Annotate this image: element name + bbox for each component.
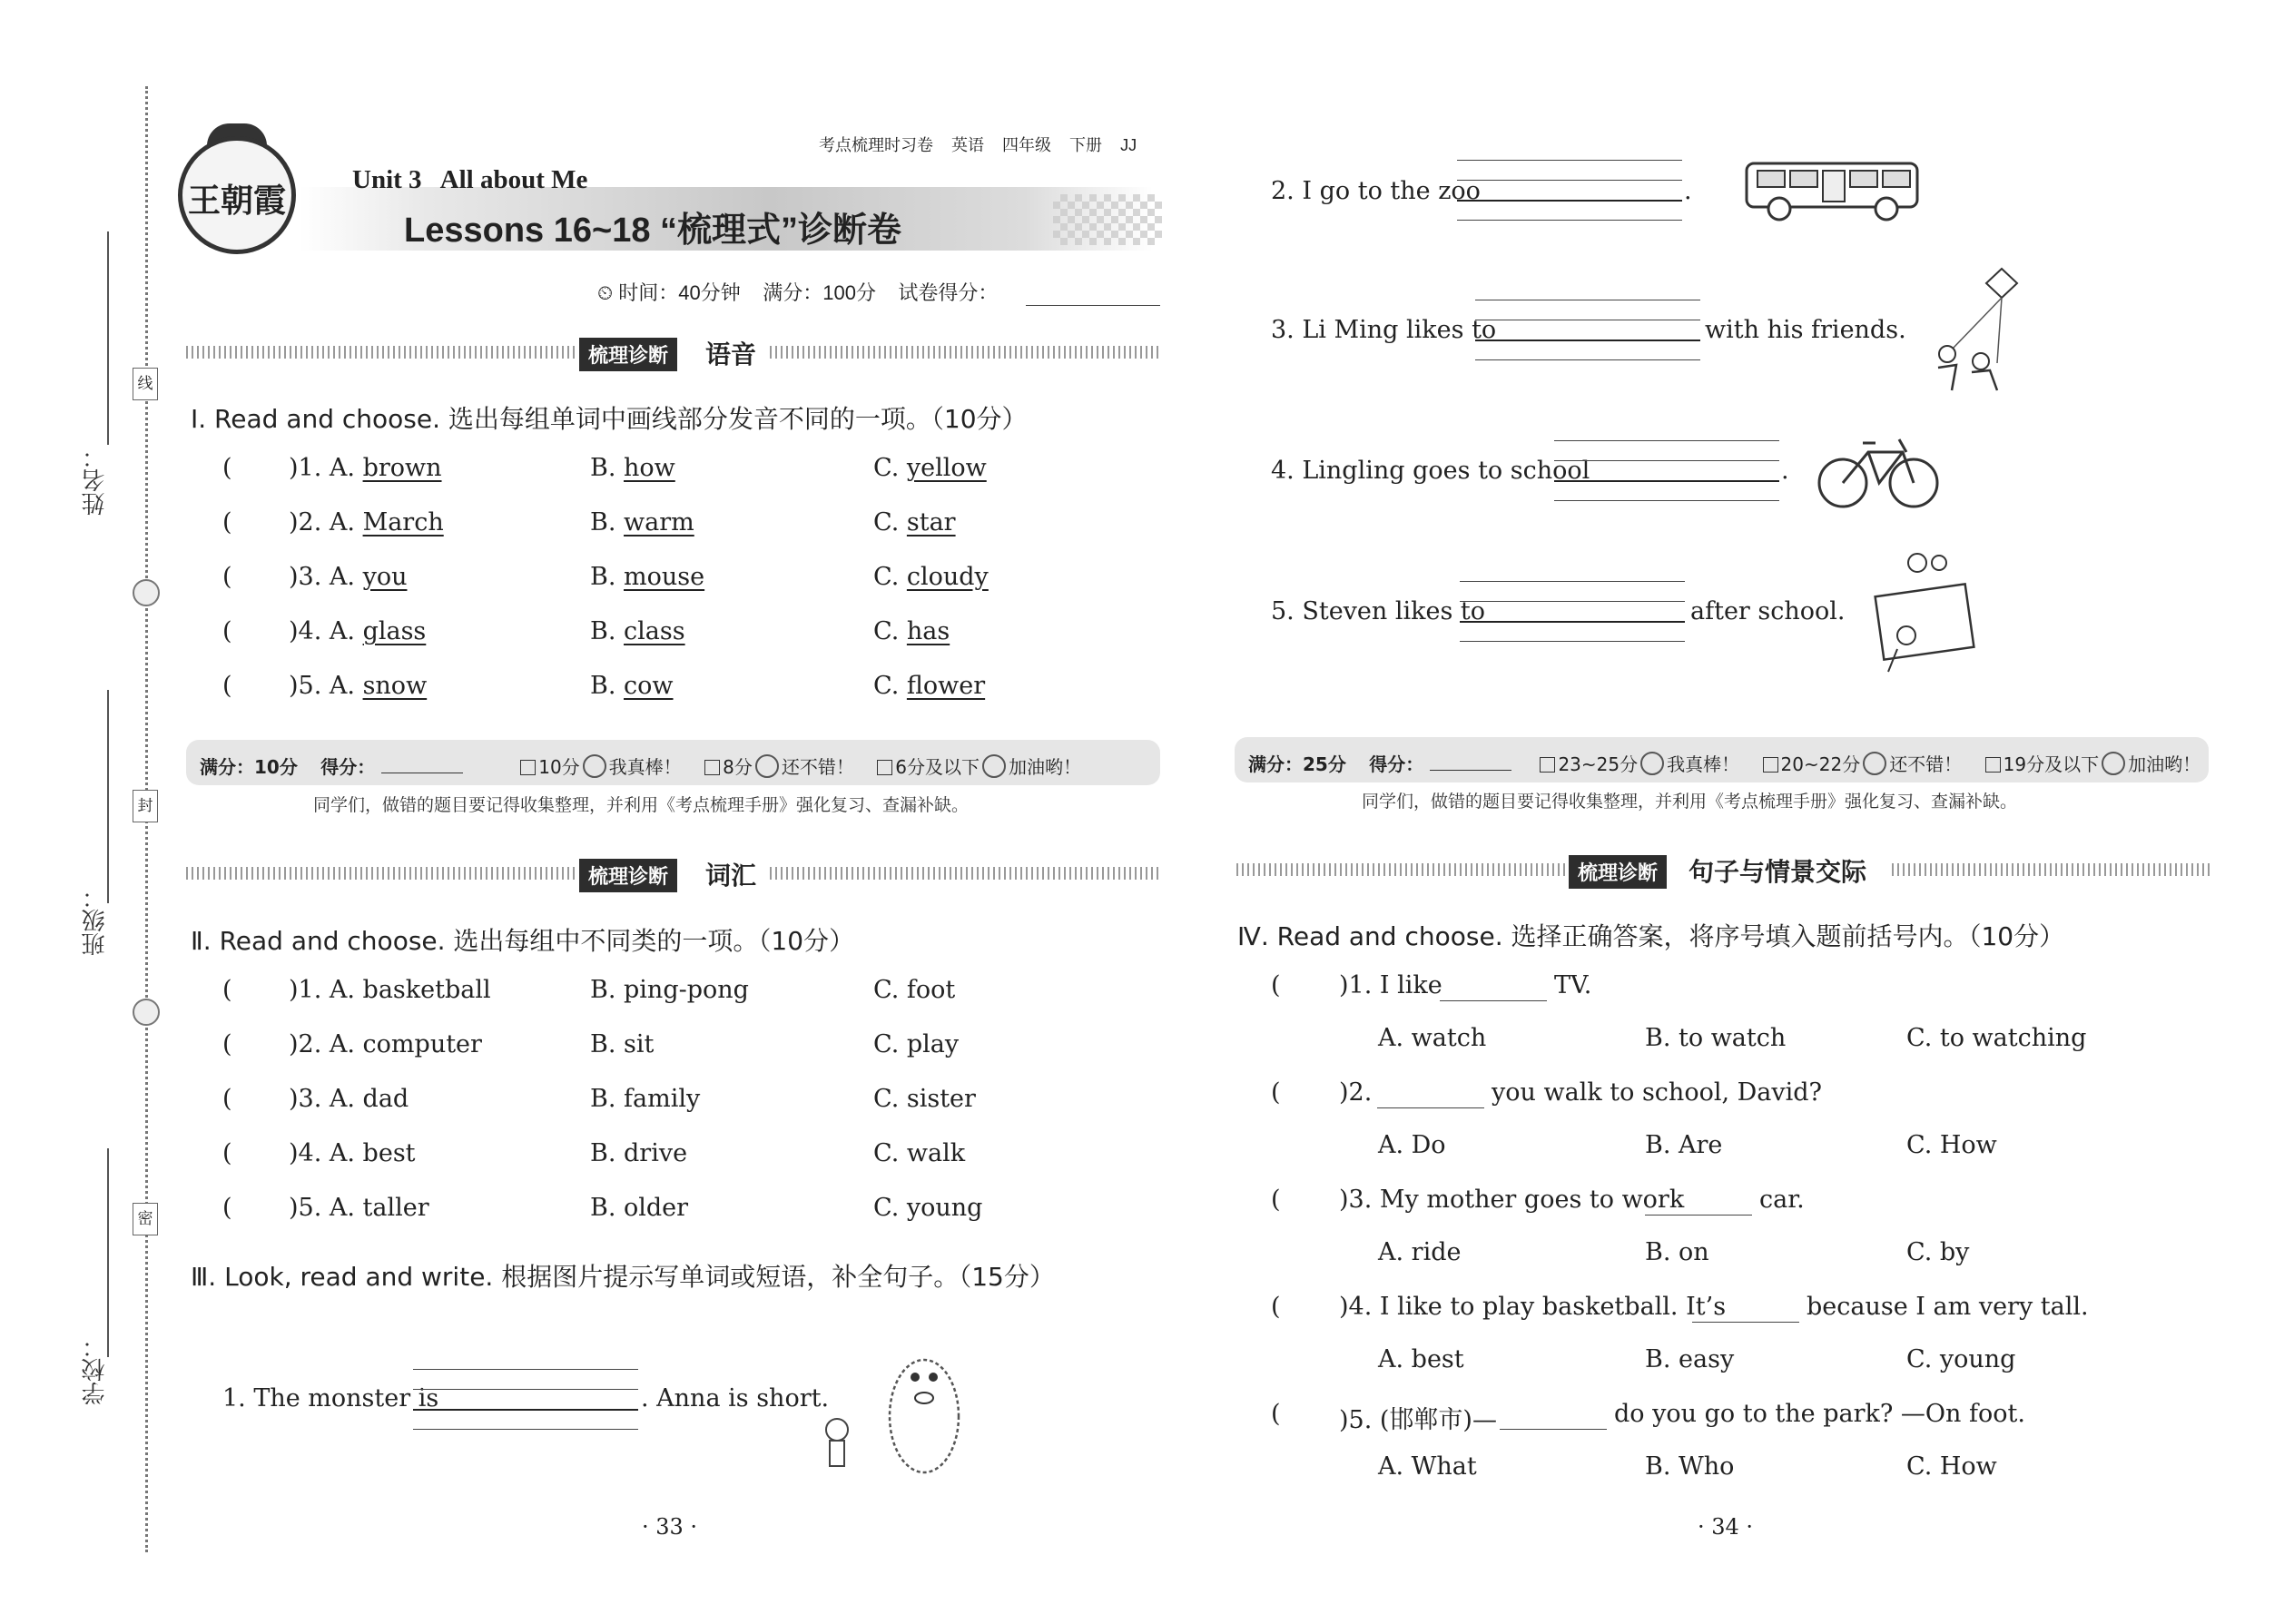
list-item: )2. A. March xyxy=(289,508,444,536)
class-label: 班级： xyxy=(82,885,109,956)
section-divider xyxy=(770,867,1160,880)
cheer-face-icon xyxy=(982,754,1006,778)
answer-blank[interactable] xyxy=(1377,1107,1484,1108)
option-b: B. mouse xyxy=(590,563,705,591)
margin-circle xyxy=(133,579,160,606)
stem-end: TV. xyxy=(1554,971,1592,999)
option-b: B. class xyxy=(590,617,685,645)
checkbox[interactable] xyxy=(704,760,720,775)
section-divider xyxy=(770,346,1160,359)
section-tag: 梳理诊断 xyxy=(579,338,677,371)
answer-paren[interactable]: ( xyxy=(222,1085,232,1113)
checkbox[interactable] xyxy=(877,760,892,775)
smile-face-icon xyxy=(1863,752,1886,775)
section-tag: 梳理诊断 xyxy=(579,859,677,892)
monster-illustration xyxy=(817,1330,971,1484)
q3-sentence-1: 1. The monster is xyxy=(222,1384,439,1412)
review-note: 同学们，做错的题目要记得收集整理，并利用《考点梳理手册》强化复习、查漏补缺。 xyxy=(1362,792,2018,812)
list-item: )3. A. you xyxy=(289,563,408,591)
page-number-right: · 34 · xyxy=(1698,1514,1754,1540)
exam-info xyxy=(597,278,998,306)
list-item: )5. (邯郸市)— xyxy=(1339,1406,1497,1434)
page-number-left: · 33 · xyxy=(642,1514,698,1540)
answer-paren[interactable]: ( xyxy=(1271,1078,1281,1107)
option-c: C. cloudy xyxy=(873,563,989,591)
four-line-grid xyxy=(1460,601,1685,602)
score-row: 满分：10分 得分： 10分 我真棒！ 8分 还不错！ 6分及以下 加油哟！ xyxy=(200,756,1082,778)
bicycle-icon xyxy=(1816,430,1943,512)
checkbox[interactable] xyxy=(1540,757,1555,773)
option-b: B. to watch xyxy=(1645,1024,1787,1052)
four-line-grid xyxy=(1460,581,1685,582)
list-item: )4. A. best xyxy=(289,1139,416,1167)
option-b: B. cow xyxy=(590,672,674,700)
answer-blank[interactable] xyxy=(1440,1000,1547,1001)
option-c: C. How xyxy=(1906,1452,1997,1481)
q3-sentence-4-end: . xyxy=(1781,457,1789,485)
clock-icon: ⏲ xyxy=(597,281,614,304)
smile-face-icon xyxy=(755,754,779,778)
option-c: C. play xyxy=(873,1030,960,1058)
name-label: 姓名： xyxy=(82,445,109,516)
four-line-grid xyxy=(1475,359,1700,360)
option-c: C. by xyxy=(1906,1238,1970,1266)
four-line-grid xyxy=(413,1369,638,1370)
happy-face-icon xyxy=(583,754,606,778)
q3-sentence-3-end: with his friends. xyxy=(1705,316,1906,344)
margin-circle xyxy=(133,999,160,1026)
list-item: )3. A. dad xyxy=(289,1085,409,1113)
list-item: )4. A. glass xyxy=(289,617,427,645)
list-item: )2. A. computer xyxy=(289,1030,482,1058)
list-item: )3. My mother goes to work xyxy=(1339,1186,1685,1214)
list-item: )5. A. snow xyxy=(289,672,428,700)
stem-end: because I am very tall. xyxy=(1807,1293,2089,1321)
option-b: B. sit xyxy=(590,1030,655,1058)
q3-heading: Ⅲ. Look, read and write. 根据图片提示写单词或短语，补全句子。（15分） xyxy=(191,1262,1055,1292)
four-line-grid xyxy=(413,1389,638,1390)
option-b: B. on xyxy=(1645,1238,1709,1266)
answer-paren[interactable]: ( xyxy=(222,1030,232,1058)
answer-paren[interactable]: ( xyxy=(222,617,232,645)
score-got: 得分： xyxy=(320,756,376,778)
list-item: )4. I like to play basketball. It’s xyxy=(1339,1293,1727,1321)
answer-paren[interactable]: ( xyxy=(222,563,232,591)
q3-sentence-4: 4. Lingling goes to school xyxy=(1271,457,1590,485)
four-line-grid xyxy=(413,1429,638,1430)
checkbox[interactable] xyxy=(520,760,536,775)
happy-face-icon xyxy=(1640,752,1664,775)
series-info xyxy=(819,133,1137,156)
option-b: B. ping-pong xyxy=(590,976,749,1004)
cheer-face-icon xyxy=(2102,752,2125,775)
page-title: Lessons 16~18 “梳理式”诊断卷 xyxy=(404,212,902,250)
term: 下册 xyxy=(1069,136,1103,154)
option-b: B. easy xyxy=(1645,1345,1735,1373)
option-a: A. best xyxy=(1378,1345,1464,1373)
option-c: C. has xyxy=(873,617,950,645)
unit-title: Unit 3 All about Me xyxy=(352,165,588,194)
section-divider xyxy=(1236,863,1565,876)
score-full: 满分：25分 xyxy=(1248,753,1346,775)
option-b: B. warm xyxy=(590,508,694,536)
q3-sentence-2-end: . xyxy=(1684,177,1692,205)
option-c: C. yellow xyxy=(873,454,987,482)
q3-sentence-2: 2. I go to the zoo xyxy=(1271,177,1481,205)
time-label: 时间：40分钟 xyxy=(618,281,741,304)
answer-paren[interactable]: ( xyxy=(222,1139,232,1167)
list-item: )1. I like xyxy=(1339,971,1442,999)
answer-line[interactable] xyxy=(1554,480,1779,482)
stem-end: do you go to the park? —On foot. xyxy=(1614,1400,2025,1428)
kite-flying-illustration xyxy=(1915,263,2033,399)
q3-sentence-1-end: . Anna is short. xyxy=(641,1384,830,1412)
q2-heading: Ⅱ. Read and choose. 选出每组中不同类的一项。（10分） xyxy=(191,926,855,956)
name-write-line xyxy=(107,231,109,445)
option-b: B. Are xyxy=(1645,1131,1723,1159)
edition: JJ xyxy=(1120,136,1137,154)
four-line-grid xyxy=(1457,160,1682,161)
stem-end: you walk to school, David? xyxy=(1492,1078,1823,1107)
option-a: A. ride xyxy=(1378,1238,1462,1266)
q3-sentence-3: 3. Li Ming likes to xyxy=(1271,316,1497,344)
exam-score-label: 试卷得分： xyxy=(898,281,999,304)
four-line-grid xyxy=(1554,460,1779,461)
q1-heading: Ⅰ. Read and choose. 选出每组单词中画线部分发音不同的一项。（10分） xyxy=(191,404,1028,434)
margin-marker: 封 xyxy=(133,790,158,822)
score-blank[interactable] xyxy=(1430,770,1511,771)
option-b: B. how xyxy=(590,454,675,482)
answer-line[interactable] xyxy=(1475,340,1700,341)
option-c: C. foot xyxy=(873,976,956,1004)
answer-paren[interactable]: ( xyxy=(1271,1186,1281,1214)
option-c: C. young xyxy=(873,1194,983,1222)
option-c: C. to watching xyxy=(1906,1024,2087,1052)
playing-children-illustration xyxy=(1861,545,1979,681)
answer-line[interactable] xyxy=(1457,200,1682,202)
option-c: C. sister xyxy=(873,1085,976,1113)
section-title-phonetics: 语音 xyxy=(705,340,757,369)
four-line-grid xyxy=(1554,440,1779,441)
option-b: B. family xyxy=(590,1085,701,1113)
section-title-dialogue: 句子与情景交际 xyxy=(1689,857,1867,887)
option-b: B. older xyxy=(590,1194,689,1222)
answer-paren[interactable]: ( xyxy=(1271,1400,1281,1428)
class-write-line xyxy=(107,690,109,903)
four-line-grid xyxy=(1457,180,1682,181)
answer-paren[interactable]: ( xyxy=(222,508,232,536)
list-item: )1. A. basketball xyxy=(289,976,491,1004)
option-a: A. What xyxy=(1378,1452,1477,1481)
option-a: A. Do xyxy=(1378,1131,1446,1159)
answer-line[interactable] xyxy=(413,1409,638,1411)
score-got: 得分： xyxy=(1369,753,1424,775)
grade: 四年级 xyxy=(1002,136,1052,154)
series-name: 考点梳理时习卷 xyxy=(819,136,933,154)
section-tag: 梳理诊断 xyxy=(1569,855,1667,889)
checkbox[interactable] xyxy=(1985,757,2001,773)
checkbox[interactable] xyxy=(1763,757,1778,773)
list-item: )5. A. taller xyxy=(289,1194,429,1222)
option-c: C. young xyxy=(1906,1345,2016,1373)
full-marks: 满分：100分 xyxy=(763,281,876,304)
answer-blank[interactable] xyxy=(1645,1215,1752,1216)
margin-marker: 密 xyxy=(133,1203,158,1235)
section-title-vocabulary: 词汇 xyxy=(705,861,757,891)
title-checker-decoration xyxy=(1053,194,1162,245)
margin-marker: 线 xyxy=(133,368,158,400)
answer-blank[interactable] xyxy=(1692,1322,1799,1323)
four-line-grid xyxy=(1457,220,1682,221)
score-row: 满分：25分 得分： 23~25分 我真棒！ 20~22分 还不错！ 19分及以下 加油哟！ xyxy=(1248,753,2201,775)
answer-paren[interactable]: ( xyxy=(222,1194,232,1222)
four-line-grid xyxy=(1554,500,1779,501)
answer-paren[interactable]: ( xyxy=(222,976,232,1004)
school-write-line xyxy=(107,1148,109,1357)
logo-text: 王朝霞 xyxy=(187,182,286,220)
option-c: C. star xyxy=(873,508,956,536)
answer-paren[interactable]: ( xyxy=(1271,971,1281,999)
brand-logo xyxy=(178,136,296,254)
subject: 英语 xyxy=(951,136,985,154)
q3-sentence-5: 5. Steven likes to xyxy=(1271,597,1486,625)
section-divider xyxy=(1892,863,2210,876)
exam-score-blank[interactable] xyxy=(1026,305,1160,306)
school-label: 学校： xyxy=(82,1334,109,1405)
answer-line[interactable] xyxy=(1460,621,1685,623)
option-c: C. flower xyxy=(873,672,986,700)
option-c: C. How xyxy=(1906,1131,1997,1159)
q3-sentence-5-end: after school. xyxy=(1690,597,1846,625)
score-full: 满分：10分 xyxy=(200,756,298,778)
q4-heading: Ⅳ. Read and choose. 选择正确答案，将序号填入题前括号内。（10分） xyxy=(1237,921,2065,951)
list-item: )2. xyxy=(1339,1078,1373,1107)
answer-paren[interactable]: ( xyxy=(222,454,232,482)
answer-paren[interactable]: ( xyxy=(222,672,232,700)
list-item: )1. A. brown xyxy=(289,454,442,482)
review-note: 同学们，做错的题目要记得收集整理，并利用《考点梳理手册》强化复习、查漏补缺。 xyxy=(313,795,970,815)
answer-blank[interactable] xyxy=(1500,1429,1607,1430)
option-c: C. walk xyxy=(873,1139,966,1167)
section-divider xyxy=(186,346,576,359)
option-b: B. drive xyxy=(590,1139,688,1167)
stem-end: car. xyxy=(1759,1186,1805,1214)
answer-paren[interactable]: ( xyxy=(1271,1293,1281,1321)
four-line-grid xyxy=(1460,641,1685,642)
bus-icon xyxy=(1743,156,1925,224)
option-a: A. watch xyxy=(1378,1024,1487,1052)
option-b: B. Who xyxy=(1645,1452,1735,1481)
section-divider xyxy=(186,867,576,880)
